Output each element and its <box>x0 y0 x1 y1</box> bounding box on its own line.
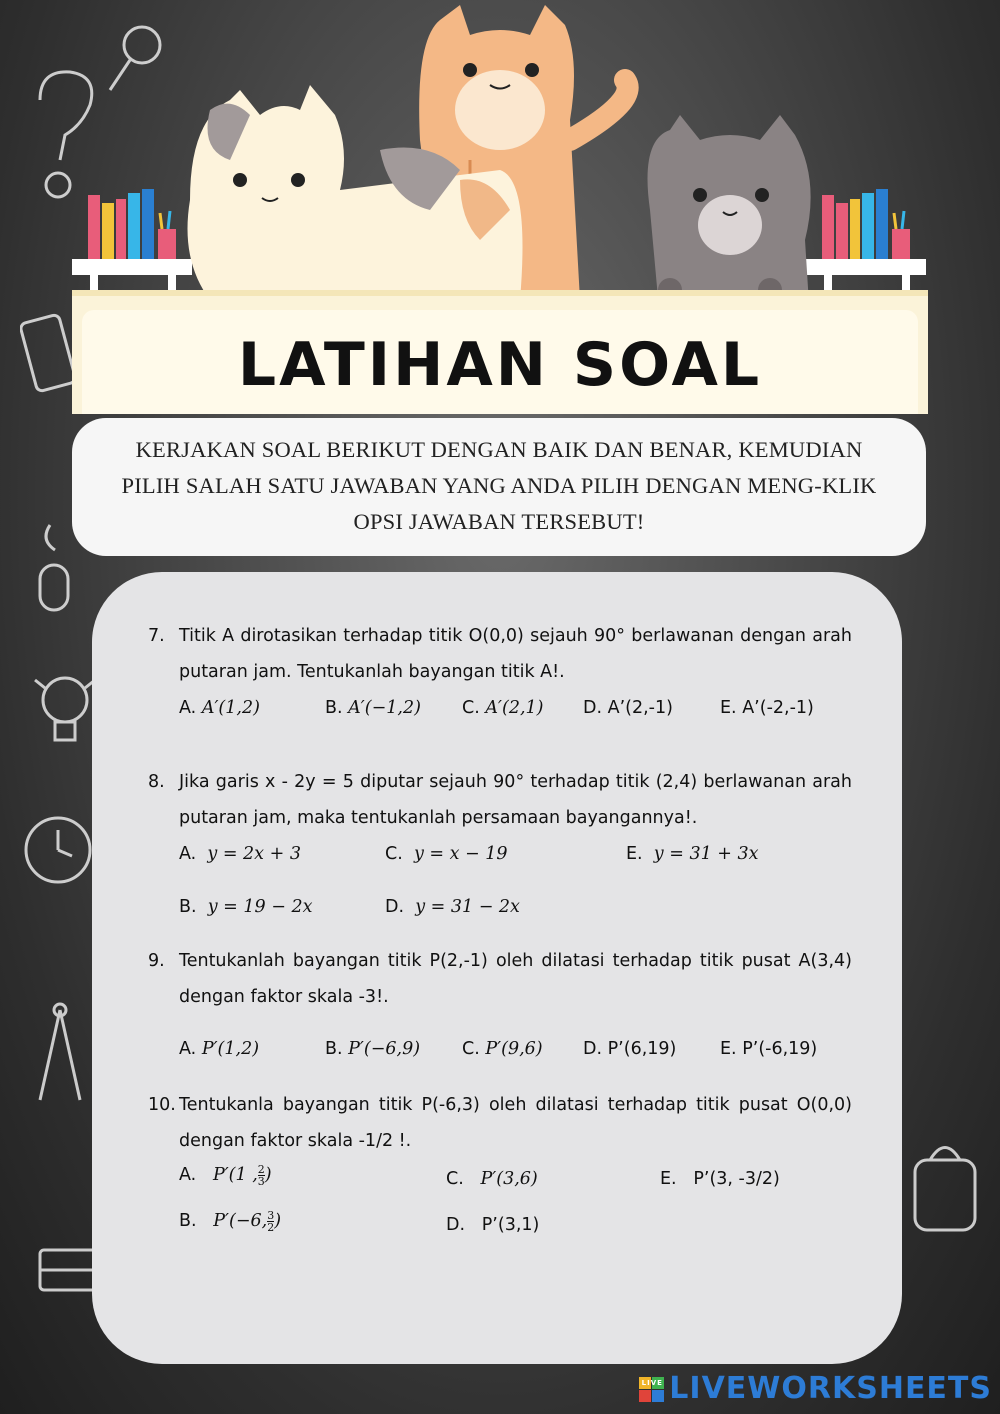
option-value: y = 19 − 2x <box>207 897 313 917</box>
option-9-e[interactable] <box>720 1039 817 1059</box>
question-number: 9. <box>148 951 165 971</box>
question-text: Jika garis x - 2y = 5 diputar sejauh 90° terhadap titik (2,4) berlawanan arah putaran jam, maka tentukanlah persamaan bayangannya!. <box>179 772 852 828</box>
option-letter: A. <box>179 844 197 864</box>
option-letter: A. <box>179 1039 197 1059</box>
option-10-e[interactable] <box>660 1169 780 1189</box>
page-title: LATIHAN SOAL <box>237 330 763 400</box>
option-8-b[interactable] <box>179 897 312 917</box>
option-letter: B. <box>179 1211 197 1231</box>
option-value: P′(1,2) <box>201 1039 260 1059</box>
mouse-doodle <box>30 520 80 620</box>
question-text: Tentukanla bayangan titik P(-6,3) oleh dilatasi terhadap titik pusat O(0,0) dengan faktor skala -1/2 !. <box>179 1095 852 1151</box>
option-value: P′(3,6) <box>480 1169 538 1189</box>
option-value: y = 31 − 2x <box>415 897 520 917</box>
option-7-b[interactable] <box>325 698 421 718</box>
option-letter: D. <box>446 1215 466 1235</box>
option-8-c[interactable] <box>385 844 508 864</box>
option-8-a[interactable] <box>179 844 301 864</box>
option-letter: D. <box>583 698 603 718</box>
question-9 <box>148 943 852 1015</box>
option-value: P’(3, -3/2) <box>693 1169 780 1189</box>
option-value: A’(-2,-1) <box>742 698 814 718</box>
option-letter: A. <box>179 1165 197 1185</box>
option-letter: E. <box>720 698 737 718</box>
question-7 <box>148 618 852 690</box>
option-value: A′(−1,2) <box>348 698 421 718</box>
option-9-c[interactable] <box>462 1039 543 1059</box>
option-letter: E. <box>720 1039 737 1059</box>
option-7-a[interactable] <box>179 698 260 718</box>
option-letter: C. <box>446 1169 464 1189</box>
option-value: y = x − 19 <box>413 844 508 864</box>
question-text: Tentukanlah bayangan titik P(2,-1) oleh dilatasi terhadap titik pusat A(3,4) dengan faktor skala -3!. <box>179 951 852 1007</box>
option-value: P′(−6,9) <box>348 1039 421 1059</box>
backpack-doodle <box>905 1130 985 1240</box>
option-8-e[interactable] <box>626 844 759 864</box>
option-9-a[interactable] <box>179 1039 259 1059</box>
question-10 <box>148 1087 852 1159</box>
question-number: 7. <box>148 626 165 646</box>
option-value: y = 2x + 3 <box>207 844 301 864</box>
option-value: A’(2,-1) <box>607 698 673 718</box>
option-value: P′(1 , $\frac{2}{3}$ ) <box>212 1163 272 1188</box>
question-number: 8. <box>148 772 165 792</box>
option-9-d[interactable] <box>583 1039 676 1059</box>
option-value: y = 31 + 3x <box>653 844 759 864</box>
compass-doodle <box>30 1000 90 1110</box>
option-letter: B. <box>325 1039 343 1059</box>
option-letter: D. <box>385 897 405 917</box>
option-letter: B. <box>179 897 197 917</box>
option-letter: A. <box>179 698 197 718</box>
option-7-c[interactable] <box>462 698 543 718</box>
lightbulb-doodle <box>30 660 100 760</box>
alarm-clock-doodle <box>10 790 100 900</box>
option-10-a[interactable] <box>179 1164 272 1187</box>
magnifier-doodle <box>100 20 170 100</box>
question-number: 10. <box>148 1095 176 1115</box>
option-letter: B. <box>325 698 343 718</box>
option-letter: C. <box>462 698 480 718</box>
option-value: A′(1,2) <box>201 698 260 718</box>
option-letter: C. <box>385 844 403 864</box>
option-letter: D. <box>583 1039 603 1059</box>
fraction: $\frac{3}{2}$ <box>267 1209 275 1234</box>
liveworksheets-logo-icon: LIVE <box>639 1377 665 1403</box>
option-8-d[interactable] <box>385 897 520 917</box>
option-value: P′(−6, $\frac{3}{2}$ ) <box>213 1209 282 1234</box>
option-7-d[interactable] <box>583 698 673 718</box>
option-value: P’(6,19) <box>607 1039 677 1059</box>
question-8 <box>148 764 852 836</box>
option-7-e[interactable] <box>720 698 814 718</box>
option-letter: E. <box>626 844 643 864</box>
option-letter: E. <box>660 1169 677 1189</box>
option-10-d[interactable] <box>446 1215 539 1235</box>
liveworksheets-watermark[interactable] <box>639 1371 992 1406</box>
option-value: P′(9,6) <box>485 1039 543 1059</box>
watermark-text: LIVEWORKSHEETS <box>669 1371 992 1406</box>
option-value: P’(-6,19) <box>742 1039 818 1059</box>
option-letter: C. <box>462 1039 480 1059</box>
option-10-c[interactable] <box>446 1169 538 1189</box>
option-value: A′(2,1) <box>485 698 544 718</box>
option-value: P’(3,1) <box>481 1215 540 1235</box>
fraction: $\frac{2}{3}$ <box>257 1163 265 1188</box>
instruction-box: KERJAKAN SOAL BERIKUT DENGAN BAIK DAN BENAR, KEMUDIAN PILIH SALAH SATU JAWABAN YANG ANDA PILIH DENGAN MENG-KLIK OPSI JAWABAN TERSEBUT! <box>72 418 926 556</box>
option-10-b[interactable] <box>179 1210 281 1233</box>
question-text: Titik A dirotasikan terhadap titik O(0,0) sejauh 90° berlawanan dengan arah putaran jam. Tentukanlah bayangan titik A!. <box>179 626 852 682</box>
option-9-b[interactable] <box>325 1039 420 1059</box>
